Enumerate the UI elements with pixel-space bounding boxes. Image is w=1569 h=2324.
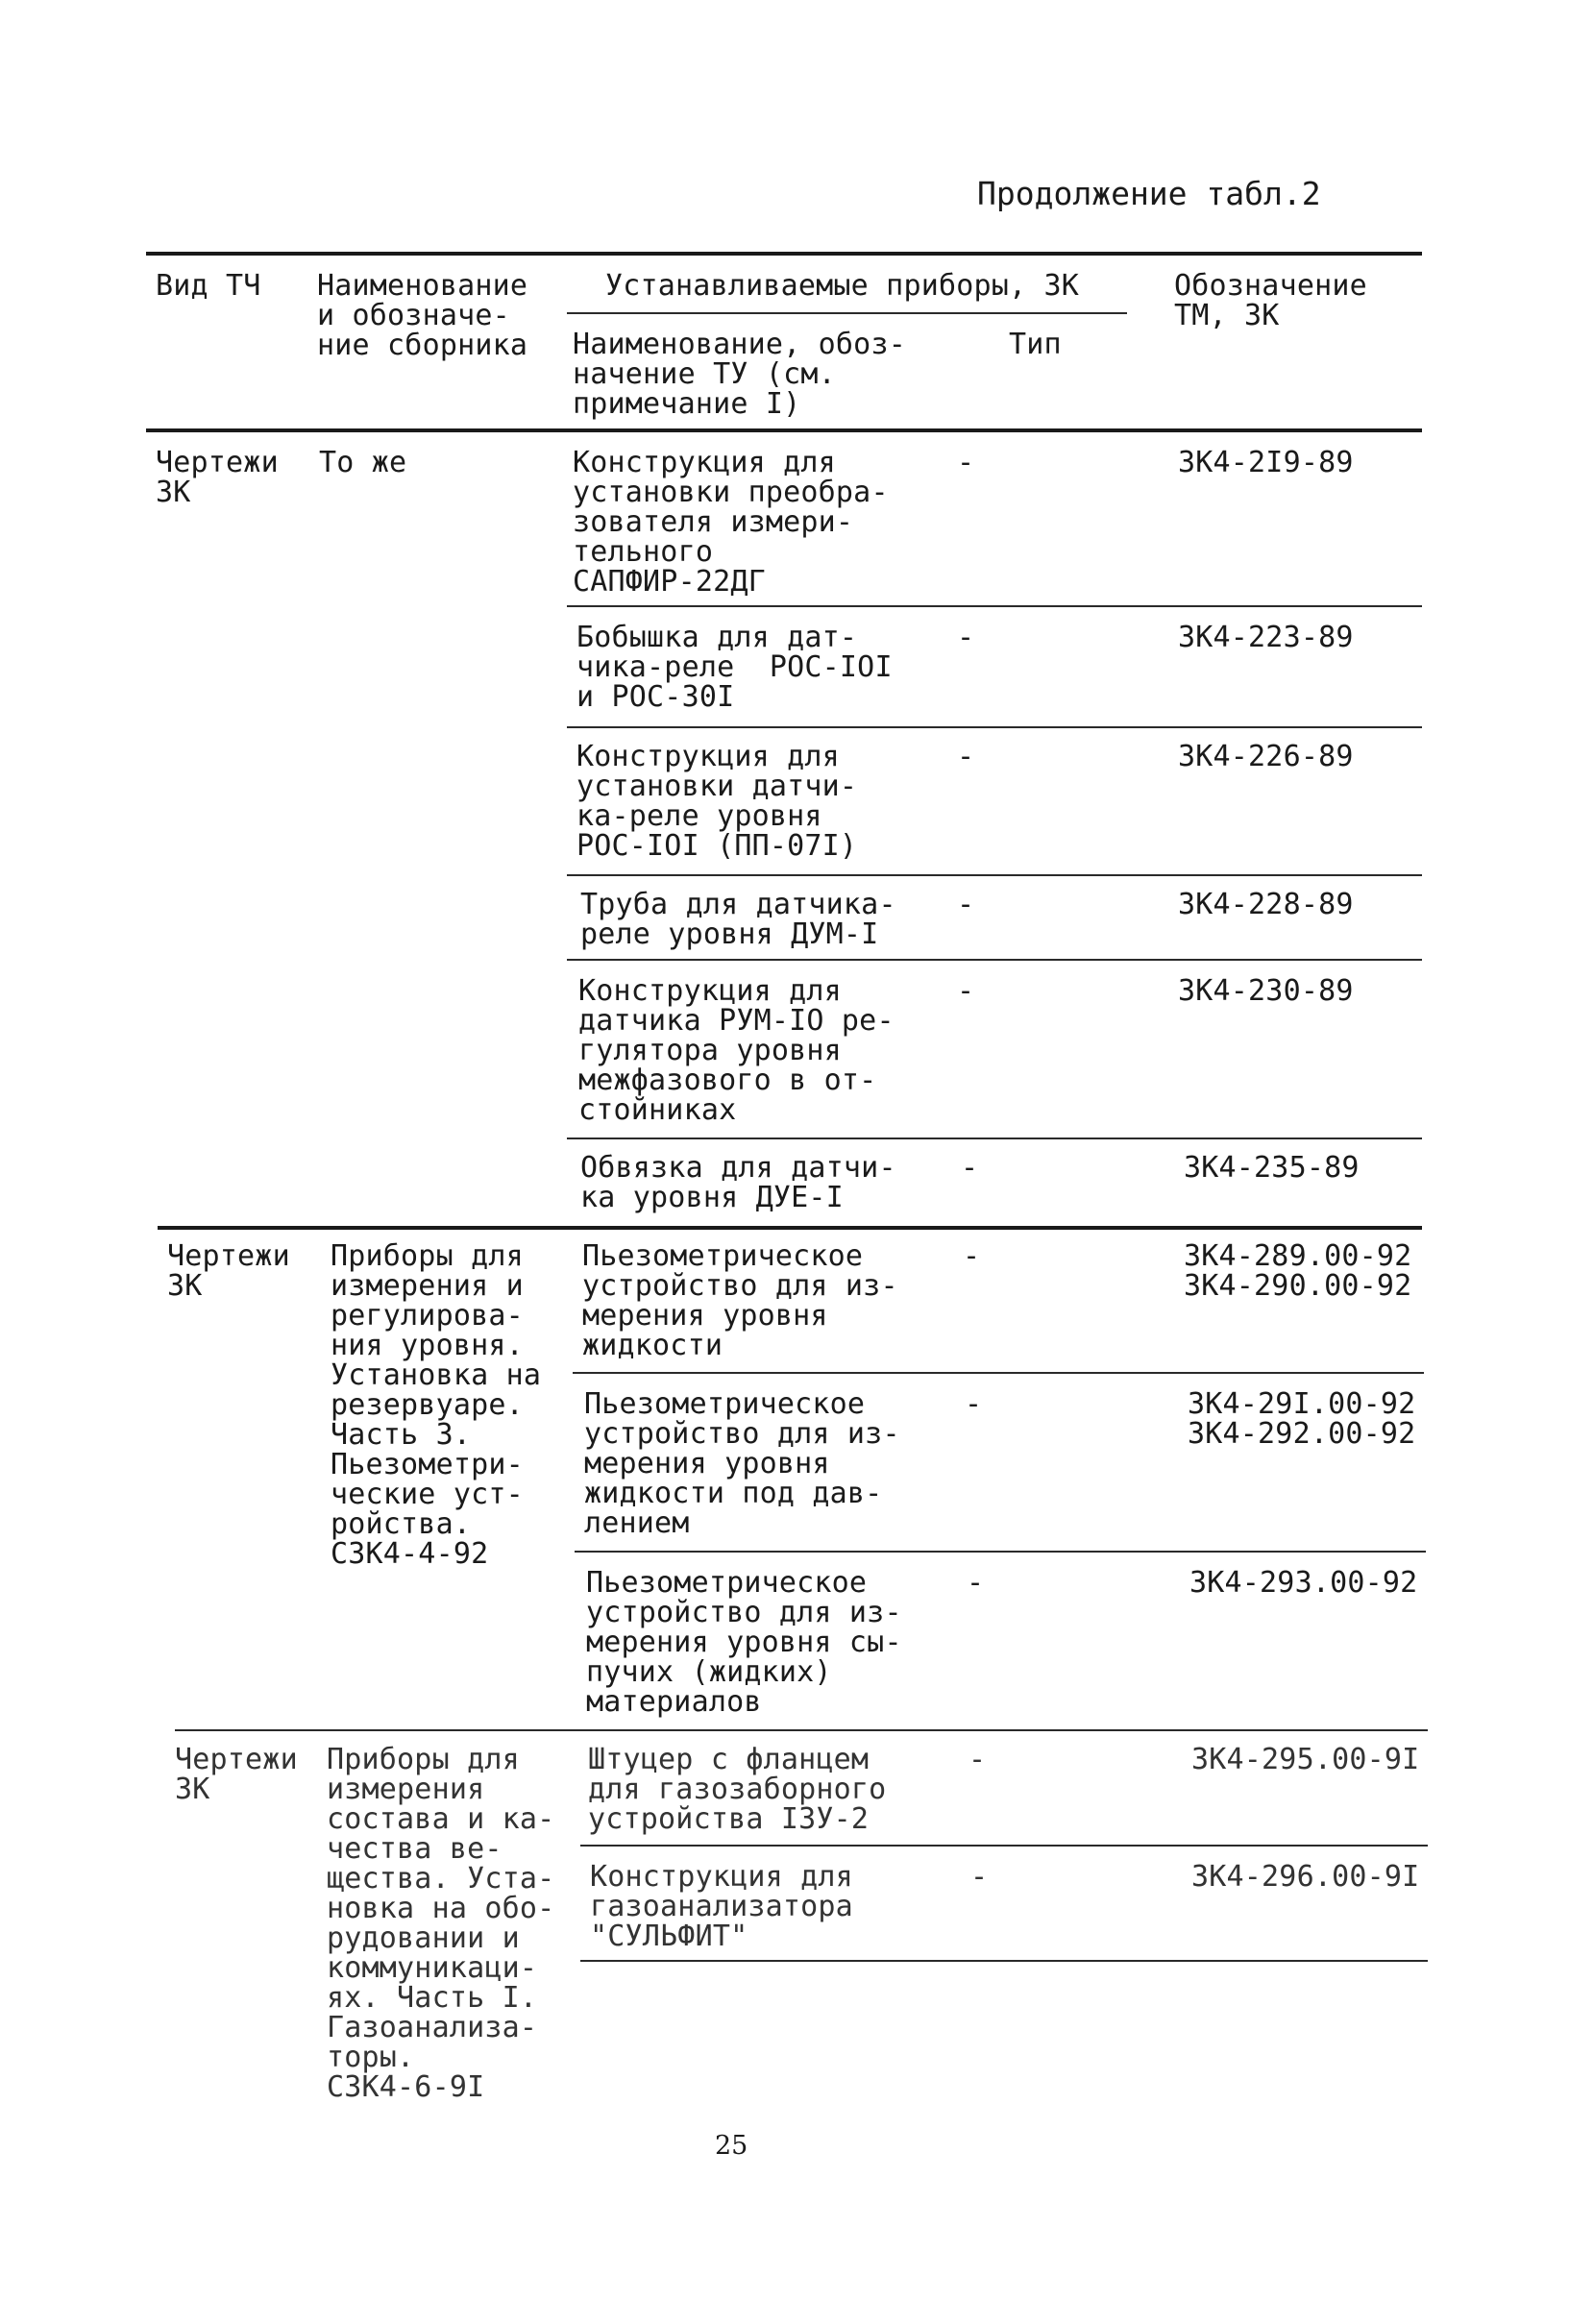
header-name: Наименование, обоз- начение ТУ (см. примечание I) bbox=[573, 328, 906, 421]
group-rule bbox=[158, 1226, 1422, 1230]
header-devices: Устанавливаемые приборы, ЗК bbox=[605, 269, 1080, 303]
group-2-row-2-name: Пьезометрическое устройство для из- мерения уровня жидкости под дав- лением bbox=[584, 1387, 900, 1540]
group-1-row-5-designation: ЗК4-230-89 bbox=[1178, 974, 1354, 1008]
row-rule bbox=[567, 874, 1422, 876]
group-2-row-3-name: Пьезометрическое устройство для из- мерения уровня сы- пучих (жидких) материалов bbox=[586, 1566, 902, 1719]
group-1-row-1-designation: ЗК4-2I9-89 bbox=[1178, 446, 1354, 479]
row-rule bbox=[580, 1845, 1428, 1847]
group-1-row-1-kind: - bbox=[957, 446, 975, 479]
table-top-rule bbox=[146, 252, 1422, 256]
group-3-type: Чертежи ЗК bbox=[175, 1743, 298, 1806]
group-2-row-3-designation: ЗК4-293.00-92 bbox=[1189, 1566, 1418, 1600]
group-3-row-1-designation: ЗК4-295.00-9I bbox=[1191, 1743, 1420, 1776]
row-rule bbox=[567, 605, 1422, 607]
group-3-row-2-designation: ЗК4-296.00-9I bbox=[1191, 1860, 1420, 1894]
group-1-row-5-name: Конструкция для датчика РУМ-IО ре- гулятора уровня межфазового в от- стойниках bbox=[578, 974, 895, 1127]
group-1-row-2-name: Бобышка для дат- чика-реле РОС-IОI и РОС-30I bbox=[576, 621, 893, 714]
group-2-row-1-designation: ЗК4-289.00-92 ЗК4-290.00-92 bbox=[1184, 1239, 1412, 1303]
group-1-row-3-name: Конструкция для установки датчи- ка-реле уровня РОС-IОI (ПП-07I) bbox=[576, 740, 858, 863]
group-1-row-3-kind: - bbox=[957, 740, 975, 773]
group-1-row-4-designation: ЗК4-228-89 bbox=[1178, 888, 1354, 921]
group-1-row-4-kind: - bbox=[957, 888, 975, 921]
row-rule bbox=[567, 726, 1422, 728]
row-rule bbox=[573, 1372, 1424, 1374]
group-1-row-6-designation: ЗК4-235-89 bbox=[1184, 1151, 1360, 1185]
group-2-row-1-kind: - bbox=[963, 1239, 981, 1273]
group-1-row-4-name: Труба для датчика- реле уровня ДУМ-I bbox=[580, 888, 896, 951]
group-1-row-1-name: Конструкция для установки преобра- зователя измери- тельного САПФИР-22ДГ bbox=[573, 446, 889, 599]
group-1-row-5-kind: - bbox=[957, 974, 975, 1008]
continuation-label: Продолжение табл.2 bbox=[977, 175, 1321, 212]
group-3-collection: Приборы для измерения состава и ка- чества ве- щества. Уста- новка на обо- рудовании и коммуникаци- ях. Часть I. Газоанализа- торы. СЗК4-6-9I bbox=[327, 1743, 555, 2104]
header-sub-rule bbox=[567, 312, 1127, 314]
group-1-collection: То же bbox=[319, 446, 407, 479]
row-rule bbox=[567, 959, 1422, 961]
page-number: 25 bbox=[715, 2131, 748, 2161]
group-2-row-2-designation: ЗК4-29I.00-92 ЗК4-292.00-92 bbox=[1188, 1387, 1416, 1451]
row-rule bbox=[575, 1551, 1426, 1553]
header-designation: Обозначение ТМ, ЗК bbox=[1174, 269, 1367, 332]
group-3-row-1-kind: - bbox=[968, 1743, 987, 1776]
group-2-row-1-name: Пьезометрическое устройство для из- мерения уровня жидкости bbox=[582, 1239, 898, 1362]
group-3-row-1-name: Штуцер с фланцем для газозаборного устройства IЗУ-2 bbox=[588, 1743, 887, 1836]
group-1-row-2-kind: - bbox=[957, 621, 975, 654]
table-end-rule bbox=[580, 1960, 1428, 1962]
header-kind: Тип bbox=[1009, 328, 1062, 361]
group-2-row-2-kind: - bbox=[965, 1387, 983, 1421]
group-2-row-3-kind: - bbox=[967, 1566, 985, 1600]
group-1-row-3-designation: ЗК4-226-89 bbox=[1178, 740, 1354, 773]
group-3-row-2-name: Конструкция для газоанализатора "СУЛЬФИТ" bbox=[590, 1860, 853, 1953]
group-1-row-6-kind: - bbox=[961, 1151, 979, 1185]
header-bottom-rule bbox=[146, 428, 1422, 432]
row-rule bbox=[567, 1138, 1422, 1139]
group-3-row-2-kind: - bbox=[970, 1860, 989, 1894]
group-2-collection: Приборы для измерения и регулирова- ния уровня. Установка на резервуаре. Часть 3. Пьезометри- ческие уст- ройства. СЗК4-4-92 bbox=[331, 1239, 542, 1571]
group-1-type: Чертежи ЗК bbox=[156, 446, 279, 509]
header-type: Вид ТЧ bbox=[156, 269, 261, 303]
header-collection: Наименование и обозначе- ние сборника bbox=[317, 269, 528, 362]
group-rule bbox=[175, 1729, 1428, 1731]
group-2-type: Чертежи ЗК bbox=[167, 1239, 290, 1303]
group-1-row-2-designation: ЗК4-223-89 bbox=[1178, 621, 1354, 654]
group-1-row-6-name: Обвязка для датчи- ка уровня ДУЕ-I bbox=[580, 1151, 896, 1214]
